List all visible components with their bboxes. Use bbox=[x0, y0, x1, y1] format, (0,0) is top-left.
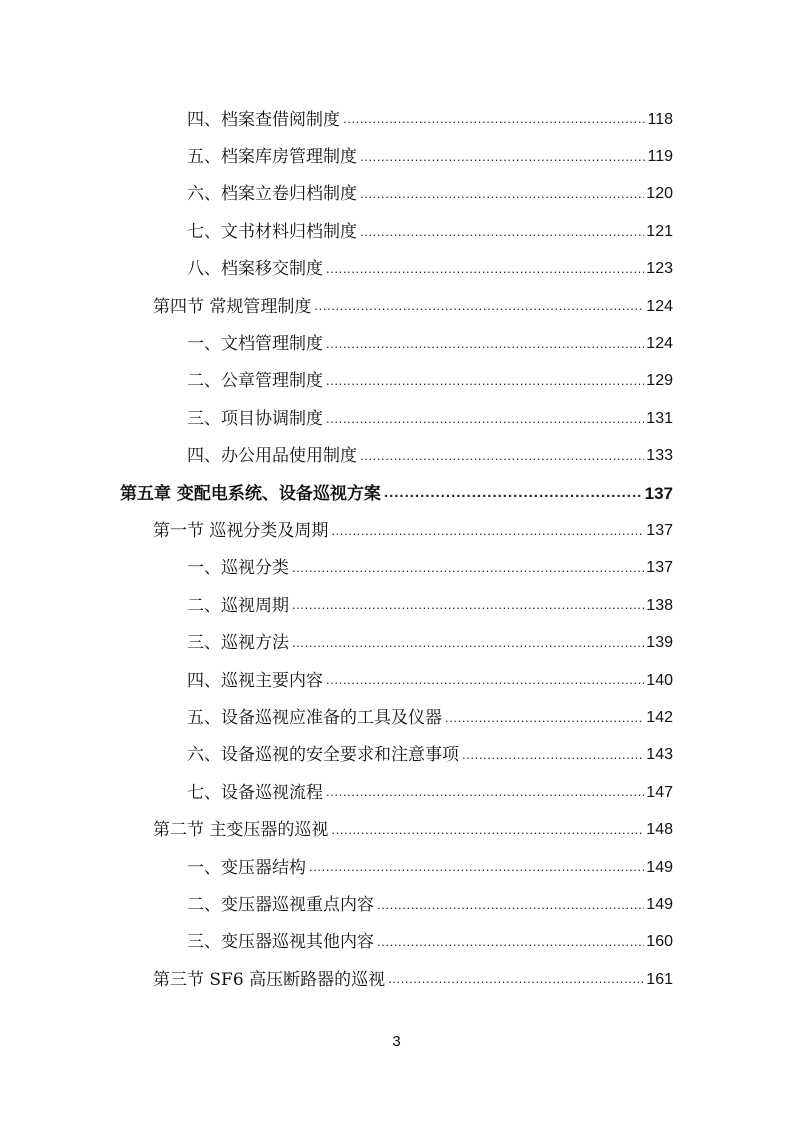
toc-dot-leader bbox=[326, 781, 644, 811]
toc-entry-page: 137 bbox=[644, 483, 673, 503]
toc-entry-title: 第四节 常规管理制度 bbox=[153, 296, 312, 317]
toc-entry-page: 137 bbox=[646, 521, 673, 539]
toc-dot-leader bbox=[343, 108, 645, 138]
toc-entry-section[interactable] bbox=[0, 811, 673, 848]
toc-entry-title: 二、变压器巡视重点内容 bbox=[187, 894, 374, 915]
toc-entry-title: 第五章 变配电系统、设备巡视方案 bbox=[120, 483, 381, 504]
toc-entry-item[interactable] bbox=[0, 699, 673, 736]
toc-entry-title: 三、巡视方法 bbox=[187, 633, 289, 654]
toc-dot-leader bbox=[377, 894, 644, 924]
toc-entry-title: 一、文档管理制度 bbox=[187, 334, 323, 355]
toc-entry-item[interactable] bbox=[0, 325, 673, 362]
toc-entry-item[interactable] bbox=[0, 886, 673, 923]
toc-entry-title: 第二节 主变压器的巡视 bbox=[153, 820, 329, 841]
toc-dot-leader bbox=[462, 744, 644, 774]
toc-dot-leader bbox=[360, 183, 644, 213]
toc-entry-page: 119 bbox=[647, 148, 673, 166]
toc-dot-leader bbox=[326, 370, 644, 400]
toc-entry-page: 123 bbox=[646, 260, 673, 278]
toc-entry-title: 七、文书材料归档制度 bbox=[187, 221, 357, 242]
toc-dot-leader bbox=[309, 856, 644, 886]
toc-entry-item[interactable] bbox=[0, 924, 673, 961]
toc-entry-page: 124 bbox=[646, 297, 673, 315]
toc-entry-title: 三、项目协调制度 bbox=[187, 408, 323, 429]
toc-entry-title: 六、设备巡视的安全要求和注意事项 bbox=[187, 745, 459, 766]
toc-dot-leader bbox=[292, 594, 644, 624]
toc-entry-page: 129 bbox=[646, 372, 673, 390]
toc-dot-leader bbox=[326, 669, 644, 699]
toc-entry-page: 149 bbox=[646, 895, 673, 913]
toc-entry-title: 六、档案立卷归档制度 bbox=[187, 184, 357, 205]
toc-dot-leader bbox=[326, 258, 644, 288]
toc-entry-page: 131 bbox=[646, 409, 673, 427]
toc-entry-title: 四、巡视主要内容 bbox=[187, 670, 323, 691]
toc-entry-item[interactable] bbox=[0, 438, 673, 475]
toc-entry-title: 二、公章管理制度 bbox=[187, 371, 323, 392]
toc-dot-leader bbox=[292, 632, 644, 662]
toc-entry-page: 143 bbox=[646, 746, 673, 764]
toc-entry-page: 149 bbox=[646, 858, 673, 876]
toc-entry-title: 八、档案移交制度 bbox=[187, 259, 323, 280]
toc-entry-item[interactable] bbox=[0, 662, 673, 699]
toc-dot-leader bbox=[326, 408, 644, 438]
toc-entry-page: 139 bbox=[646, 634, 673, 652]
toc-entry-item[interactable] bbox=[0, 400, 673, 437]
toc-entry-page: 138 bbox=[646, 596, 673, 614]
toc-entry-chapter[interactable] bbox=[0, 475, 673, 512]
toc-dot-leader bbox=[377, 931, 644, 961]
toc-entry-item[interactable] bbox=[0, 101, 673, 138]
toc-dot-leader bbox=[445, 707, 644, 737]
toc-entry-title: 七、设备巡视流程 bbox=[187, 782, 323, 803]
toc-entry-item[interactable] bbox=[0, 138, 673, 175]
toc-entry-item[interactable] bbox=[0, 550, 673, 587]
toc-entry-item[interactable] bbox=[0, 363, 673, 400]
toc-dot-leader bbox=[384, 482, 643, 512]
toc-entry-page: 133 bbox=[646, 447, 673, 465]
toc-entry-page: 120 bbox=[646, 185, 673, 203]
toc-dot-leader bbox=[331, 520, 644, 550]
toc-entry-item[interactable] bbox=[0, 624, 673, 661]
toc-entry-page: 121 bbox=[646, 222, 673, 240]
toc-entry-title: 五、档案库房管理制度 bbox=[187, 147, 357, 168]
toc-entry-section[interactable] bbox=[0, 288, 673, 325]
toc-entry-item[interactable] bbox=[0, 213, 673, 250]
toc-dot-leader bbox=[360, 221, 644, 251]
toc-entry-page: 137 bbox=[646, 559, 673, 577]
toc-entry-title: 第一节 巡视分类及周期 bbox=[153, 520, 329, 541]
toc-entry-title: 四、档案查借阅制度 bbox=[187, 109, 340, 130]
toc-entry-page: 161 bbox=[646, 970, 673, 988]
toc-entry-page: 118 bbox=[647, 110, 673, 128]
toc-entry-title: 一、巡视分类 bbox=[187, 558, 289, 579]
toc-dot-leader bbox=[331, 819, 644, 849]
toc-entry-page: 140 bbox=[646, 671, 673, 689]
toc-entry-item[interactable] bbox=[0, 176, 673, 213]
toc-entry-item[interactable] bbox=[0, 251, 673, 288]
toc-dot-leader bbox=[360, 146, 645, 176]
toc-entry-title: 第三节 SF6 高压断路器的巡视 bbox=[153, 969, 386, 990]
toc-dot-leader bbox=[326, 333, 644, 363]
toc-entry-title: 二、巡视周期 bbox=[187, 595, 289, 616]
toc-entry-page: 160 bbox=[646, 933, 673, 951]
toc-entry-page: 124 bbox=[646, 335, 673, 353]
toc-entry-title: 三、变压器巡视其他内容 bbox=[187, 932, 374, 953]
toc-entry-section[interactable] bbox=[0, 961, 673, 998]
toc-entry-page: 147 bbox=[646, 783, 673, 801]
toc-dot-leader bbox=[388, 968, 644, 998]
toc-entry-title: 五、设备巡视应准备的工具及仪器 bbox=[187, 707, 442, 728]
toc-dot-leader bbox=[314, 295, 644, 325]
table-of-contents bbox=[0, 101, 793, 998]
toc-entry-item[interactable] bbox=[0, 587, 673, 624]
toc-entry-item[interactable] bbox=[0, 737, 673, 774]
toc-entry-title: 一、变压器结构 bbox=[187, 857, 306, 878]
toc-entry-section[interactable] bbox=[0, 512, 673, 549]
toc-entry-page: 142 bbox=[646, 708, 673, 726]
page-number: 3 bbox=[392, 1033, 401, 1050]
toc-entry-item[interactable] bbox=[0, 774, 673, 811]
toc-entry-item[interactable] bbox=[0, 849, 673, 886]
toc-entry-page: 148 bbox=[646, 821, 673, 839]
toc-dot-leader bbox=[292, 557, 644, 587]
toc-entry-title: 四、办公用品使用制度 bbox=[187, 446, 357, 467]
toc-dot-leader bbox=[360, 445, 644, 475]
